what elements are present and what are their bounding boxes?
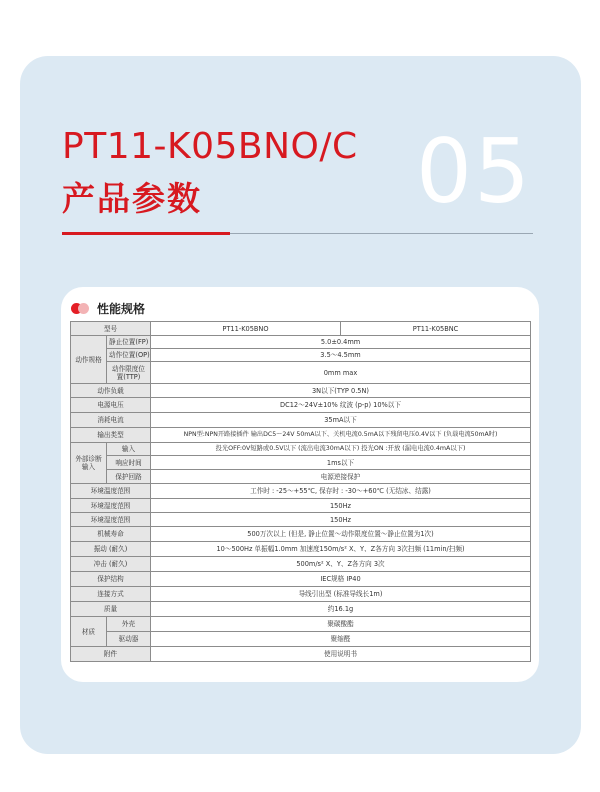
table-row (71, 362, 531, 384)
table-row (71, 572, 531, 587)
bullet-dot-shadow-icon (78, 303, 89, 314)
title-divider-line (230, 233, 533, 234)
spec-label: 静止位置(FP) (107, 336, 151, 349)
table-row (71, 322, 531, 336)
spec-card (61, 287, 539, 682)
table-row (71, 413, 531, 428)
spec-value: IEC规格 IP40 (151, 572, 531, 587)
spec-value: 1ms以下 (151, 456, 531, 470)
spec-card-header (71, 300, 145, 316)
spec-value: 导线引出型 (标准导线长1m) (151, 587, 531, 602)
spec-value: PT11-K05BNC (341, 322, 531, 336)
spec-value: 约16.1g (151, 602, 531, 617)
spec-label: 型号 (71, 322, 151, 336)
table-row (71, 470, 531, 484)
spec-value: 10～500Hz 单振幅1.0mm 加速度150m/s² X、Y、Z各方向 3次扫频 (11min/扫频) (151, 542, 531, 557)
spec-value: 投光OFF:0V短路或0.5V以下 (流出电流30mA以下) 投光ON :开放 (漏电电流0.4mA以下) (151, 443, 531, 456)
spec-value: NPN型:NPN开路接插件 输出DC5～24V 50mA以下、关机电流0.5mA以下残留电压0.4V以下 (负载电流50mA时) (151, 428, 531, 443)
table-row (71, 602, 531, 617)
spec-label: 保护结构 (71, 572, 151, 587)
spec-label: 动作限度位置(TTP) (107, 362, 151, 384)
table-row (71, 617, 531, 632)
table-row (71, 336, 531, 349)
table-row (71, 398, 531, 413)
spec-value: 500m/s² X、Y、Z各方向 3次 (151, 557, 531, 572)
spec-label: 环境湿度范围 (71, 513, 151, 527)
title-divider-accent (62, 232, 230, 235)
spec-value: 使用说明书 (151, 647, 531, 662)
table-row (71, 349, 531, 362)
spec-value: 0mm max (151, 362, 531, 384)
table-row (71, 428, 531, 443)
spec-label: 附件 (71, 647, 151, 662)
spec-value: 3.5～4.5mm (151, 349, 531, 362)
spec-group-label: 材质 (71, 617, 107, 647)
table-row (71, 499, 531, 513)
spec-label: 振动 (耐久) (71, 542, 151, 557)
table-row (71, 587, 531, 602)
spec-value: 聚碳酸酯 (151, 617, 531, 632)
table-row (71, 513, 531, 527)
table-row (71, 384, 531, 398)
spec-label: 冲击 (耐久) (71, 557, 151, 572)
spec-label: 响应时间 (107, 456, 151, 470)
spec-label: 外壳 (107, 617, 151, 632)
spec-value: 35mA以下 (151, 413, 531, 428)
table-row (71, 484, 531, 499)
spec-label: 输出类型 (71, 428, 151, 443)
spec-label: 驱动器 (107, 632, 151, 647)
spec-label: 环境温度范围 (71, 484, 151, 499)
table-row (71, 456, 531, 470)
spec-label: 输入 (107, 443, 151, 456)
spec-value: PT11-K05BNO (151, 322, 341, 336)
spec-label: 连接方式 (71, 587, 151, 602)
spec-label: 动作位置(OP) (107, 349, 151, 362)
spec-label: 机械寿命 (71, 527, 151, 542)
spec-card-title: 性能规格 (97, 301, 146, 316)
spec-label: 保护回路 (107, 470, 151, 484)
spec-group-label: 动作规格 (71, 336, 107, 384)
table-row (71, 647, 531, 662)
spec-label: 质量 (71, 602, 151, 617)
spec-value: 电源逆接保护 (151, 470, 531, 484)
spec-table (70, 321, 531, 662)
table-row (71, 542, 531, 557)
spec-group-label: 外部诊断输入 (71, 443, 107, 484)
table-row (71, 527, 531, 542)
spec-value: 聚缩醛 (151, 632, 531, 647)
spec-value: 3N以下(TYP 0.5N) (151, 384, 531, 398)
spec-label: 电源电压 (71, 398, 151, 413)
table-row (71, 557, 531, 572)
spec-value: 5.0±0.4mm (151, 336, 531, 349)
spec-value: 500万次以上 (但是, 静止位置～动作限度位置～静止位置为1次) (151, 527, 531, 542)
spec-value: 150Hz (151, 499, 531, 513)
spec-value: 150Hz (151, 513, 531, 527)
page-number: 05 (416, 120, 532, 223)
spec-value: 工作时 : -25～+55℃, 保存时 : -30～+60℃ (无结冰、结露) (151, 484, 531, 499)
spec-label: 动作负载 (71, 384, 151, 398)
section-title: 产品参数 (62, 179, 202, 218)
spec-label: 环境湿度范围 (71, 499, 151, 513)
product-model-title: PT11-K05BNO/C (62, 126, 358, 167)
table-row (71, 443, 531, 456)
spec-label: 消耗电流 (71, 413, 151, 428)
table-row (71, 632, 531, 647)
spec-value: DC12～24V±10% 纹波 (p-p) 10%以下 (151, 398, 531, 413)
